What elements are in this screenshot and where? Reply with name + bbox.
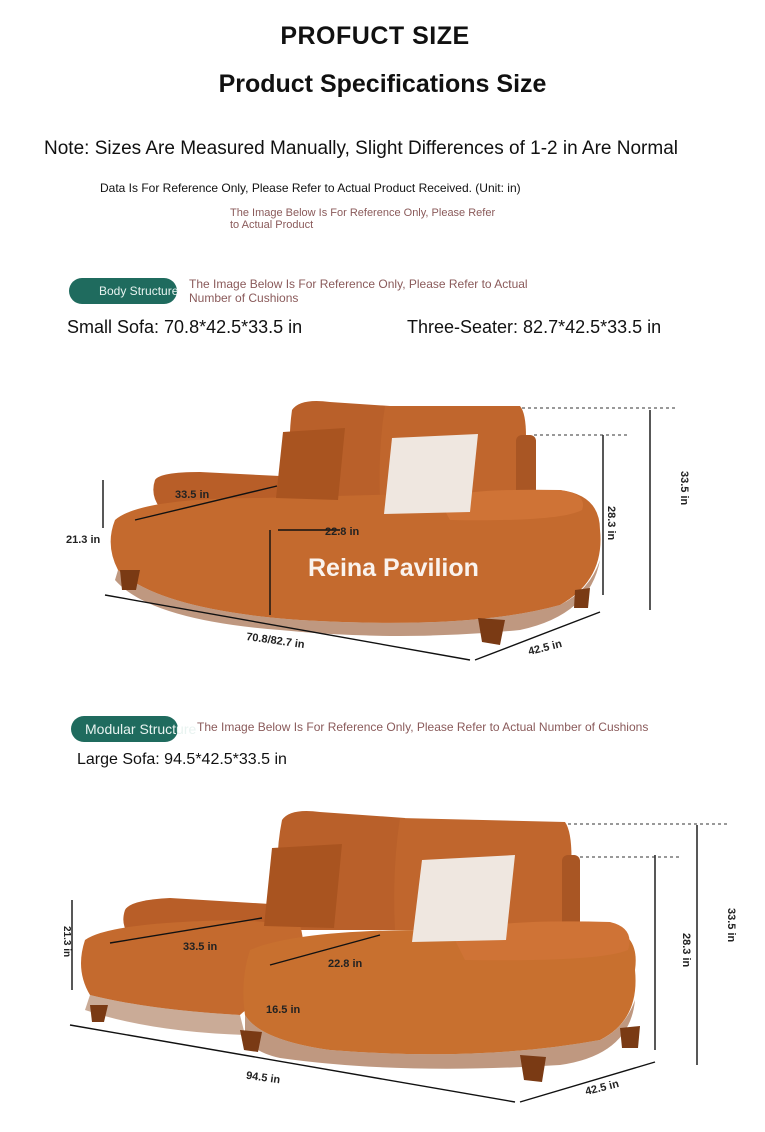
modular-total-height-label: 33.5 in bbox=[725, 908, 737, 943]
modular-length-label: 94.5 in bbox=[245, 1069, 281, 1087]
modular-seat-width-label: 22.8 in bbox=[328, 958, 363, 970]
modular-depth-label: 42.5 in bbox=[584, 1078, 621, 1098]
watermark-logo: Reina Pavilion bbox=[308, 554, 479, 582]
cushion-reference-note: The Image Below Is For Reference Only, Please Refer to Actual Number of Cushions bbox=[189, 277, 528, 305]
three-seater-spec: Three-Seater: 82.7*42.5*33.5 in bbox=[407, 317, 662, 337]
arm-height-label: 21.3 in bbox=[66, 534, 101, 546]
small-sofa-spec: Small Sofa: 70.8*42.5*33.5 in bbox=[67, 317, 303, 337]
measurement-note: Note: Sizes Are Measured Manually, Slight Differences of 1-2 in Are Normal bbox=[44, 138, 678, 159]
body-structure-tag: Body Structure bbox=[69, 278, 177, 304]
large-sofa-spec: Large Sofa: 94.5*42.5*33.5 in bbox=[77, 751, 287, 768]
page-subtitle: Product Specifications Size bbox=[218, 70, 547, 98]
total-height-label: 33.5 in bbox=[678, 471, 690, 506]
modular-cushion-reference-note: The Image Below Is For Reference Only, Please Refer to Actual Number of Cushions bbox=[197, 720, 649, 734]
page-title: PROFUCT SIZE bbox=[280, 22, 470, 50]
modular-back-height-label: 28.3 in bbox=[680, 933, 692, 968]
back-height-label: 28.3 in bbox=[605, 506, 617, 541]
seat-depth-label: 33.5 in bbox=[175, 489, 210, 501]
modular-seat-depth-label: 33.5 in bbox=[183, 941, 218, 953]
large-sofa-illustration bbox=[0, 800, 750, 1110]
reference-note: Data Is For Reference Only, Please Refer to Actual Product Received. (Unit: in) bbox=[100, 181, 521, 195]
seat-width-label: 22.8 in bbox=[325, 526, 360, 538]
image-reference-note: The Image Below Is For Reference Only, Please Refer to Actual Product bbox=[230, 207, 496, 231]
length-label: 70.8/82.7 in bbox=[245, 630, 306, 652]
modular-seat-height-label: 16.5 in bbox=[266, 1004, 301, 1016]
depth-label: 42.5 in bbox=[527, 638, 564, 658]
modular-structure-tag: Modular Structure bbox=[71, 716, 178, 742]
modular-arm-height-label: 21.3 in bbox=[61, 926, 72, 958]
small-sofa-illustration bbox=[0, 380, 750, 680]
